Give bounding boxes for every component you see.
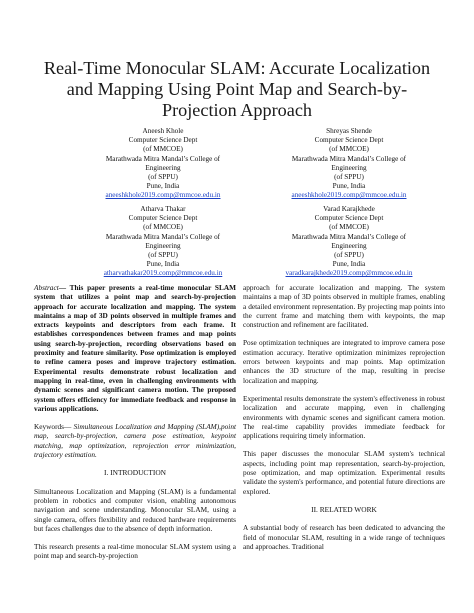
author-org: (of MMCOE): [143, 145, 183, 154]
abstract-text: — This paper presents a real-time monocular SLAM system that utilizes a point map and search-by-projection approach for accurate localization and mapping. The system maintains a map of 3D points observed in multiple frames and extracts keypoints and descriptors from each frame. It establishes correspondences between frames and map points using search-by-projection, recording observations based on proximity and feature similarity. Pose optimization is employed to refine camera poses and improve trajectory estimation. Experimental results demonstrate robust localization and mapping in real-time, even in challenging environments with dynamic scenes and significant camera motion. The proposed system offers efficiency for immediate feedback and response in various applications.: [34, 283, 236, 413]
author-email-link[interactable]: aneeshkhole2019.comp@mmcoe.edu.in: [105, 191, 221, 200]
author-org: (of MMCOE): [143, 223, 183, 232]
author-block: [68, 127, 258, 201]
related-paragraph: A substantial body of research has been dedicated to advancing the field of monocular SLAM, resulting in a wide range of techniques and approaches. Traditional: [243, 523, 445, 551]
author-org: Marathwada Mitra Mandal’s College of: [291, 154, 407, 163]
abstract: [34, 283, 236, 413]
author-block: [254, 127, 444, 201]
body-paragraph: approach for accurate localization and mapping. The system maintains a map of 3D points observed in multiple frames, enabling a detailed environment representation. By projecting map points into the current frame and matching them with keypoints, the map construction and refinement are facilitated.: [243, 283, 445, 330]
paper-title: Real-Time Monocular SLAM: Accurate Localization and Mapping Using Point Map and Search-by-Projection Approach: [43, 58, 431, 120]
author-email-link[interactable]: varadkarajkhede2019.comp@mmcoe.edu.in: [285, 269, 413, 278]
body-paragraph: Pose optimization techniques are integrated to improve camera pose estimation accuracy. Iterative optimization minimizes reprojection errors between keypoints and map points. Map optimization enhances the 3D structure of the map, resulting in precise localization and mapping.: [243, 338, 445, 385]
author-org: (of SPPU): [334, 251, 364, 260]
author-block: [68, 205, 258, 279]
author-org: Marathwada Mitra Mandal’s College of: [105, 154, 221, 163]
author-org: (of MMCOE): [329, 223, 369, 232]
author-name: Shreyas Shende: [326, 127, 372, 135]
intro-paragraph: This research presents a real-time monocular SLAM system using a point map and search-by-projection: [34, 542, 236, 561]
author-dept: Computer Science Dept: [128, 136, 198, 145]
intro-paragraph: Simultaneous Localization and Mapping (SLAM) is a fundamental problem in robotics and computer vision, enabling autonomous navigation and scene understanding. Monocular SLAM, using a single camera, offers flexibility and reduced hardware requirements but faces challenges due to the absence of depth information.: [34, 486, 236, 533]
author-org: (of MMCOE): [329, 145, 369, 154]
author-org: (of SPPU): [334, 173, 364, 182]
author-dept: Computer Science Dept: [314, 214, 384, 223]
author-email-link[interactable]: atharvathakar2019.comp@mmcoe.edu.in: [103, 269, 223, 278]
abstract-label: Abstract: [34, 283, 59, 292]
author-name: Varad Karajkhede: [323, 205, 375, 213]
right-column: [243, 283, 445, 551]
author-city: Pune, India: [332, 260, 366, 269]
author-dept: Computer Science Dept: [314, 136, 384, 145]
author-city: Pune, India: [146, 260, 180, 269]
keywords-text: Simultaneous Localization and Mapping (SLAM),point map, search-by-projection, camera pose estimation, keypoint matching, map optimization, reprojection error minimization, trajectory estimation.: [34, 422, 237, 460]
author-org: Marathwada Mitra Mandal’s College of: [105, 232, 221, 241]
author-email-link[interactable]: aneeshkhole2019.comp@mmcoe.edu.in: [291, 191, 407, 200]
author-dept: Computer Science Dept: [128, 214, 198, 223]
author-org: Engineering: [145, 241, 181, 250]
body-paragraph: This paper discusses the monocular SLAM system's technical aspects, including point map representation, search-by-projection, pose optimization, and map optimization. Experimental results validate the system's performance, and potential future directions are explored.: [243, 449, 445, 496]
author-org: Engineering: [145, 163, 181, 172]
section-heading-introduction: I. INTRODUCTION: [104, 468, 166, 478]
keywords-label: Keywords—: [34, 422, 72, 432]
author-org: Marathwada Mitra Mandal’s College of: [291, 232, 407, 241]
author-org: Engineering: [331, 163, 367, 172]
section-heading-related-work: II. RELATED WORK: [311, 504, 377, 514]
author-name: Atharva Thakar: [140, 205, 186, 213]
author-org: (of SPPU): [148, 173, 178, 182]
author-block: [254, 205, 444, 279]
author-org: Engineering: [331, 241, 367, 250]
author-org: (of SPPU): [148, 251, 178, 260]
body-paragraph: Experimental results demonstrate the system's effectiveness in robust localization and accurate mapping, even in challenging environments with dynamic scenes and significant camera motion. The real-time capability provides immediate feedback for applications requiring timely information.: [243, 393, 445, 441]
author-city: Pune, India: [146, 182, 180, 191]
author-name: Aneesh Khole: [142, 127, 184, 135]
left-column: [34, 283, 236, 561]
keywords: [34, 422, 236, 459]
author-city: Pune, India: [332, 182, 366, 191]
